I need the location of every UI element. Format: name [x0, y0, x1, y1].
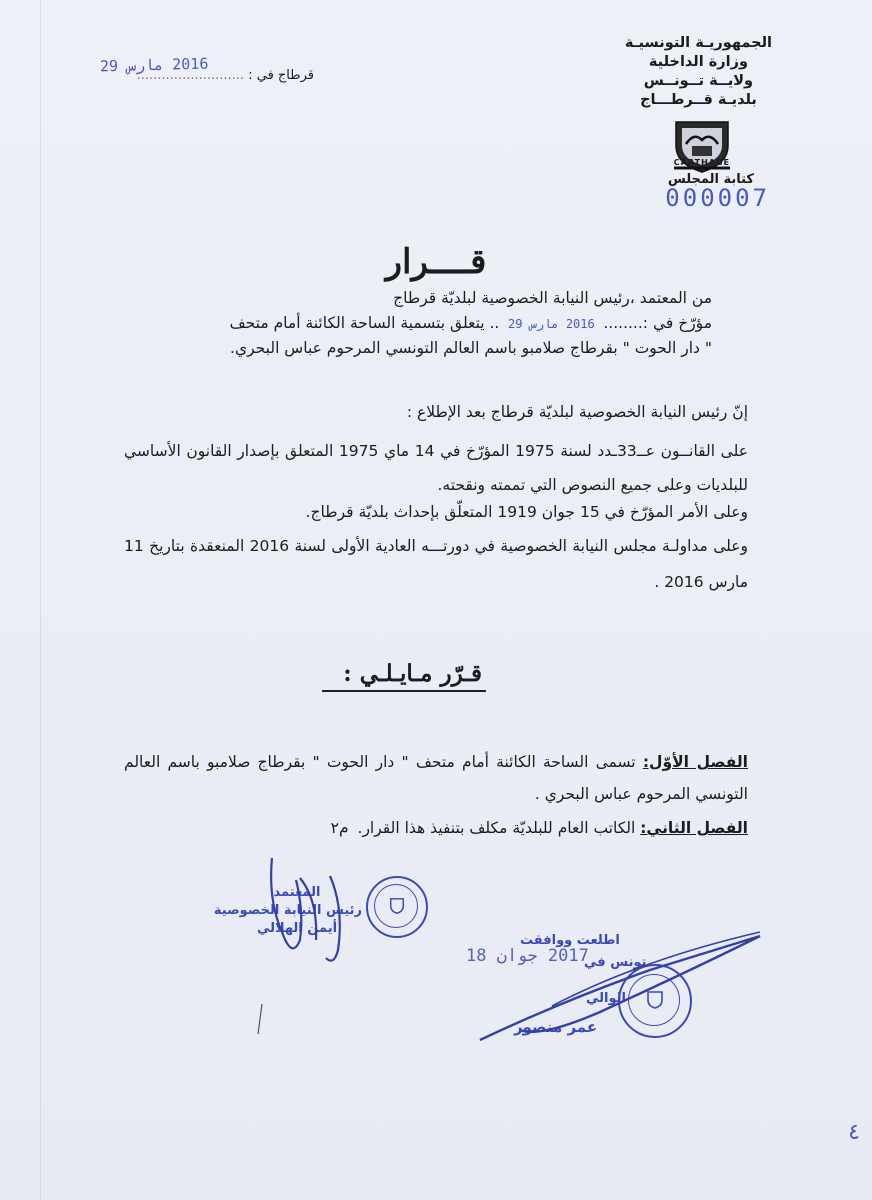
article-1-heading: الفصل الأوّل: — [642, 753, 748, 771]
letterhead-line-municipality: بلديـة قــرطـــاج — [640, 92, 757, 108]
approval-date-stamp: 2017 جوان 18 — [466, 946, 589, 966]
governor-name: عمر منصور — [514, 1018, 598, 1036]
serial-number-stamp: 000007 — [665, 184, 770, 212]
signature-left-role: رئيس النيابة الخصوصية — [213, 903, 362, 918]
emblem-caption: CARTHAGE — [673, 158, 730, 167]
intro-date-stamp: 2016 مارس 29 — [508, 317, 595, 331]
approval-heading: اطلعت ووافقت — [520, 933, 620, 948]
governor-title: الوالي — [586, 991, 626, 1006]
page-corner-mark: ٤ — [848, 1120, 860, 1145]
letterhead-line-governorate: ولايــة تــونــس — [643, 73, 754, 89]
letterhead-line-ministry: وزارة الداخلية — [648, 54, 748, 70]
intro-date-label: مؤرّخ في :........ — [603, 314, 712, 332]
preamble-opening: إنّ رئيس النيابة الخصوصية لبلديّة قرطاج بعد الإطلاع : — [406, 403, 748, 421]
article-2-initials: م٢ — [330, 819, 349, 837]
preamble-council-deliberation: وعلى مداولـة مجلس النيابة الخصوصية في دورتـــه العادية الأولى لسنة 2016 المنعقدة بتاريخ 11 مارس 2016 . — [124, 537, 748, 591]
article-2-text: الكاتب العام للبلديّة مكلف بتنفيذ هذا القرار. — [357, 819, 641, 837]
intro-issuer: من المعتمد ،رئيس النيابة الخصوصية لبلديّة قرطاج — [393, 289, 712, 307]
date-stamp-top: 2016 مارس 29 — [99, 54, 209, 76]
article-2-heading: الفصل الثاني: — [640, 819, 748, 837]
document-title: قــــرار — [385, 242, 487, 282]
preamble-law-1975: على القانــون عــ33ـدد لسنة 1975 المؤرّخ في 14 ماي 1975 المتعلق بإصدار القانون الأساسي للبلديات وعلى جميع النصوص التي تممته ونقحته. — [124, 442, 748, 494]
preamble-decree-1919: وعلى الأمر المؤرّخ في 15 جوان 1919 المتعلّق بإحداث بلديّة قرطاج. — [305, 503, 748, 521]
intro-subject-continued: " دار الحوت " بقرطاج صلامبو باسم العالم التونسي المرحوم عباس البحري. — [230, 339, 712, 357]
place-date-dots: .......................... — [136, 68, 245, 83]
council-office-label: كتابة المجلس — [667, 172, 754, 187]
intro-subject: .. يتعلق بتسمية الساحة الكائنة أمام متحف — [229, 314, 500, 332]
approval-place: تونس في — [584, 955, 647, 970]
article-1-text: تسمى الساحة الكائنة أمام متحف " دار الحوت " بقرطاج صلامبو باسم العالم التونسي المرحوم عباس البحري . — [124, 753, 748, 803]
signature-left-title: المعتمد — [273, 885, 321, 900]
decision-heading: قـرّر مـايـلـي : — [343, 660, 482, 687]
letterhead-line-republic: الجمهوريـة التونسيـة — [624, 35, 772, 51]
signature-left-name: أيمن الهلالي — [256, 921, 338, 936]
place-date-label: قرطاج في : — [248, 68, 314, 83]
